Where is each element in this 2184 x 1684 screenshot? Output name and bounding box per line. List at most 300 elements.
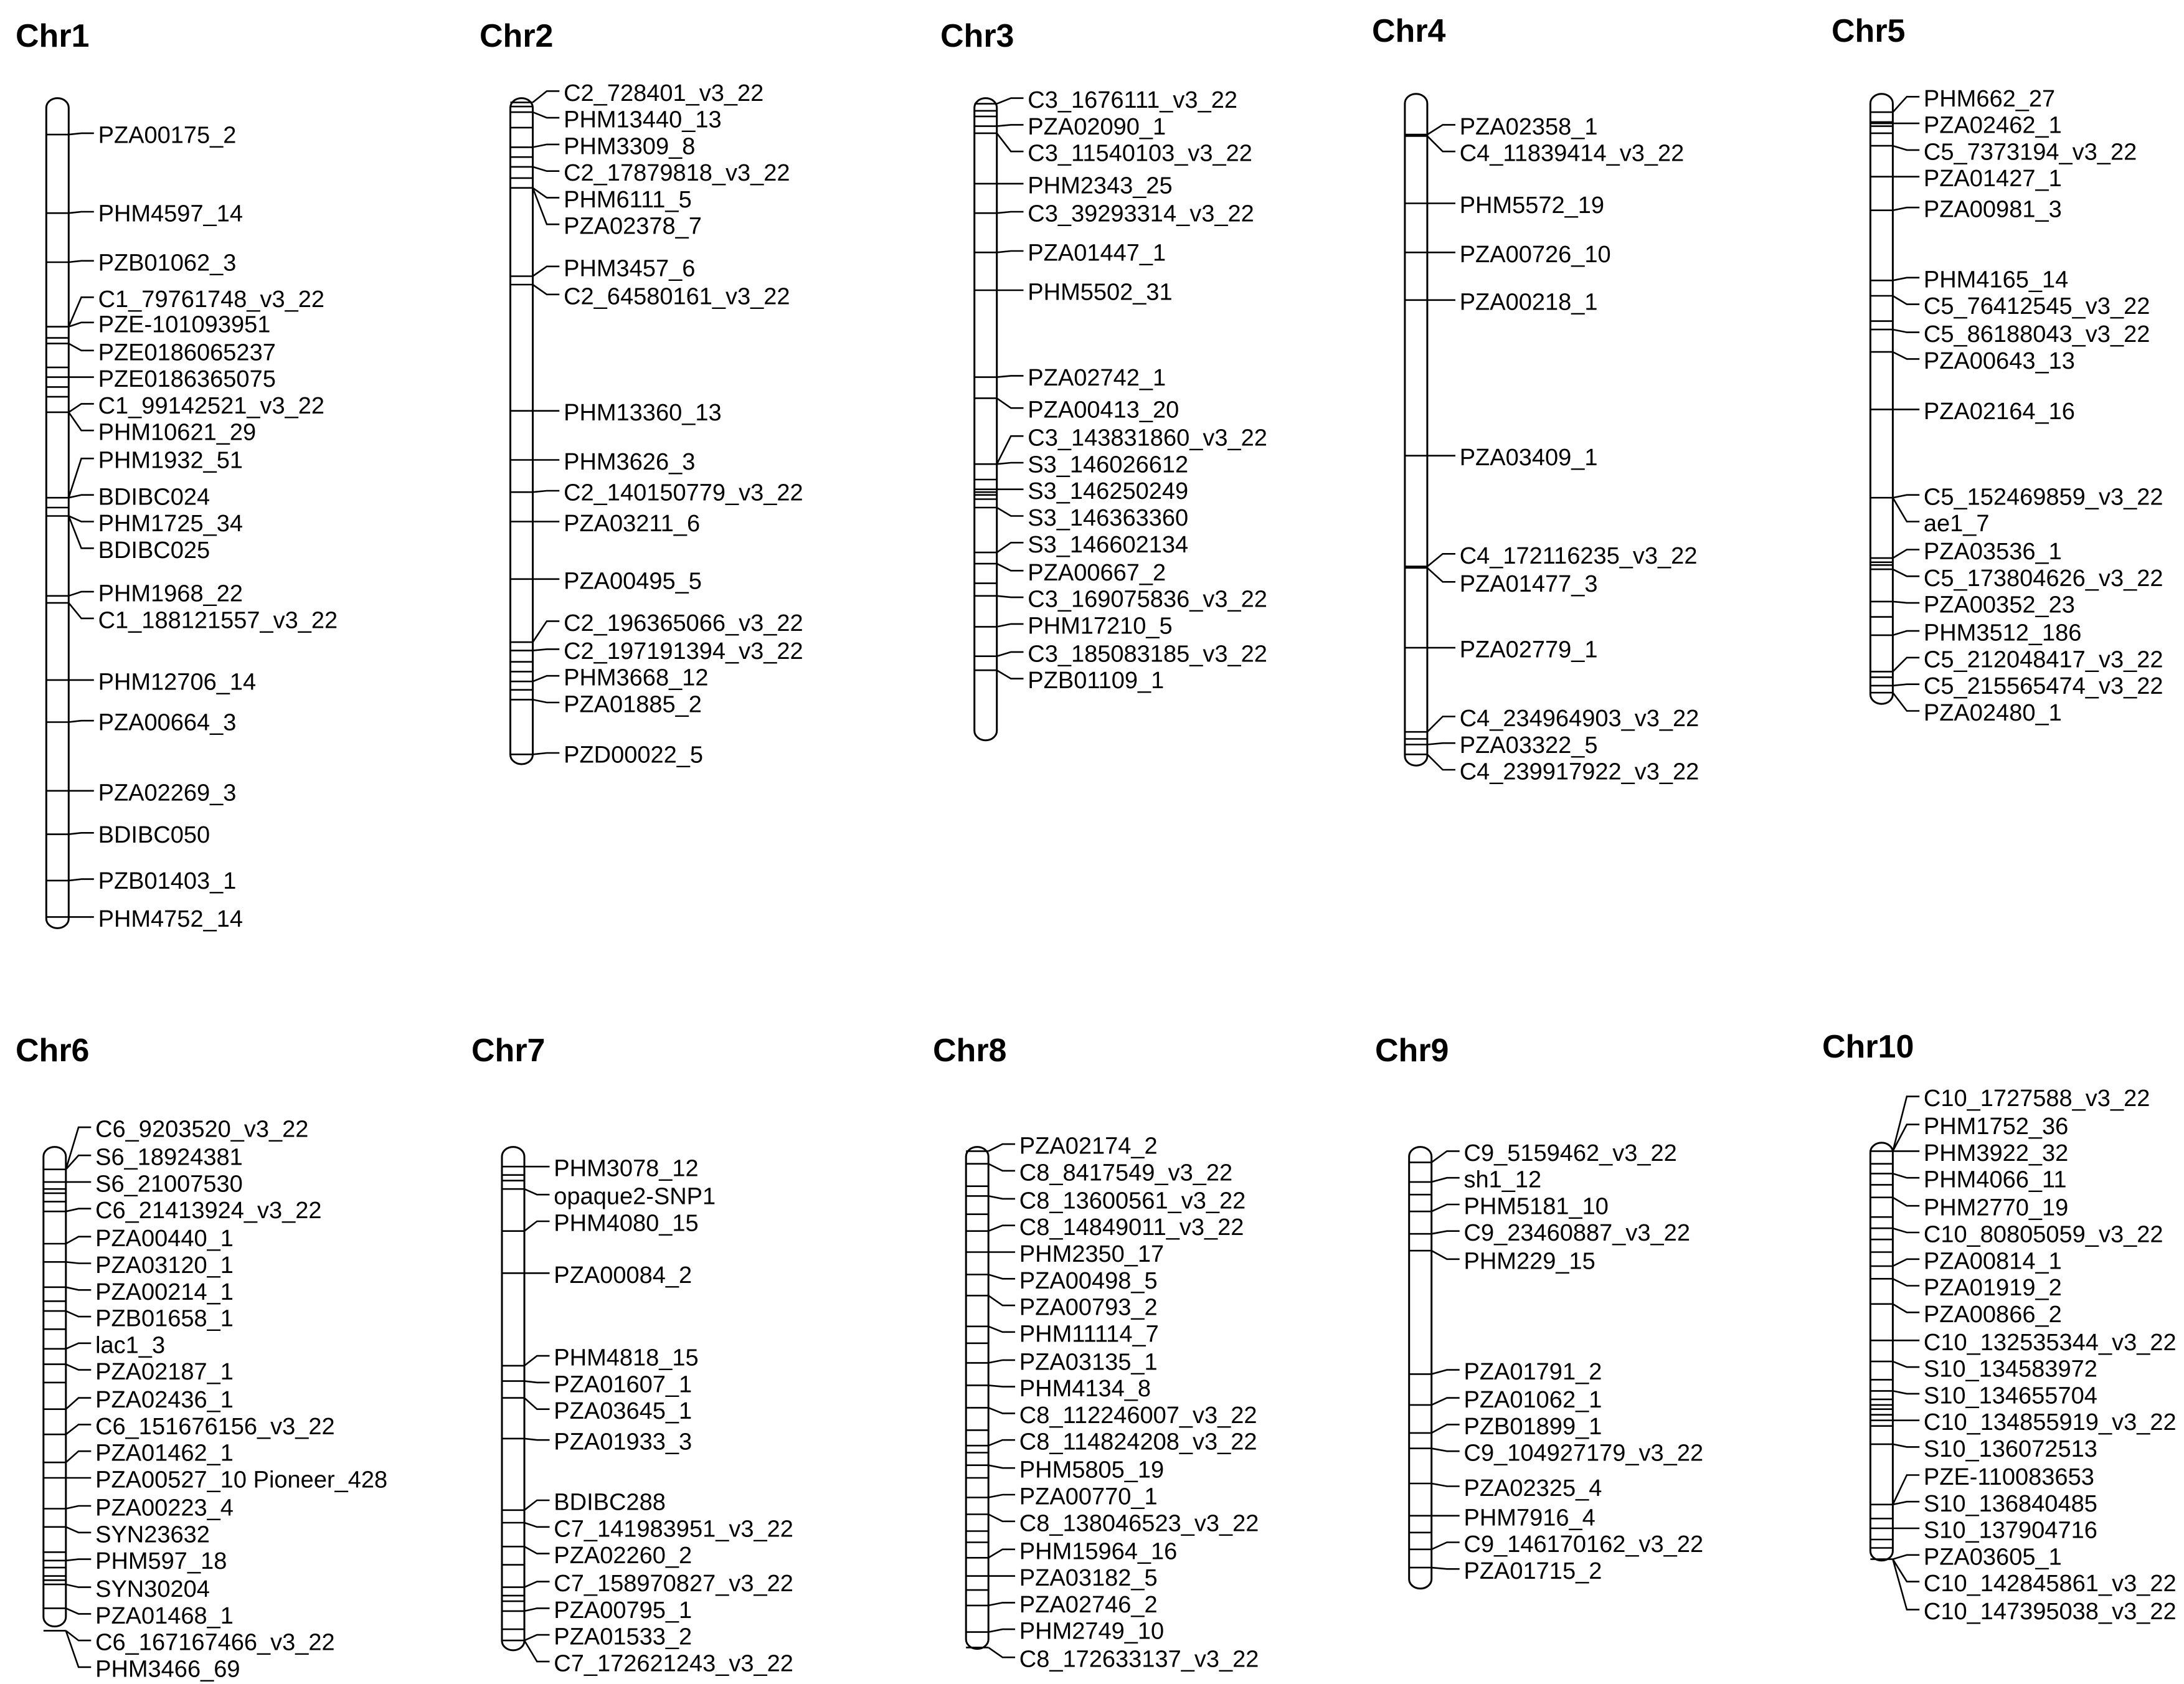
marker-leader <box>1893 693 1919 711</box>
marker-leader <box>1427 568 1455 582</box>
marker-label: S10_134655704 <box>1923 1383 2097 1409</box>
marker-label: S10_134583972 <box>1923 1356 2097 1383</box>
marker-leader <box>988 1407 1015 1413</box>
marker-label: PZA01062_1 <box>1463 1387 1602 1414</box>
marker-label: C8_112246007_v3_22 <box>1019 1402 1257 1429</box>
chromosome-title: Chr2 <box>480 18 554 54</box>
marker-leader <box>988 1495 1015 1498</box>
marker-label: PHM3466_69 <box>95 1656 240 1683</box>
marker-label: PZB01899_1 <box>1463 1413 1602 1440</box>
marker-label: PHM3668_12 <box>564 665 709 691</box>
marker-label: C2_64580161_v3_22 <box>564 283 790 310</box>
marker-label: PHM5572_19 <box>1459 192 1605 219</box>
marker-label: PHM1725_34 <box>98 511 243 537</box>
marker-label: C2_17879818_v3_22 <box>564 160 790 187</box>
marker-label: S3_146602134 <box>1028 531 1189 558</box>
marker-label: PZA00814_1 <box>1923 1248 2062 1275</box>
marker-leader <box>1893 1361 1919 1367</box>
marker-leader <box>997 125 1024 126</box>
marker-label: PZA03536_1 <box>1923 539 2062 565</box>
marker-label: PZD00022_5 <box>564 742 704 769</box>
marker-label: PHM10621_29 <box>98 419 257 446</box>
marker-label: S10_136072513 <box>1923 1436 2097 1462</box>
marker-leader <box>997 508 1024 516</box>
marker-leader <box>997 624 1024 627</box>
chromosome-bar <box>511 98 533 764</box>
marker-label: PZA01477_3 <box>1459 570 1598 597</box>
marker-leader <box>1893 1555 1919 1559</box>
chromosome-chr8 <box>933 1033 1259 1673</box>
marker-label: PZA00413_20 <box>1028 397 1179 423</box>
marker-label: C7_172621243_v3_22 <box>554 1650 793 1677</box>
marker-leader <box>988 1385 1015 1386</box>
marker-leader <box>1893 1198 1919 1206</box>
marker-leader <box>997 376 1024 377</box>
marker-label: BDIBC024 <box>98 484 210 511</box>
marker-label: PZA01462_1 <box>95 1440 234 1467</box>
marker-leader <box>1893 1173 1919 1178</box>
marker-label: C4_11839414_v3_22 <box>1459 140 1685 167</box>
marker-leader <box>69 412 94 430</box>
marker-label: PHM662_27 <box>1923 85 2056 112</box>
marker-label: C4_239917922_v3_22 <box>1459 759 1699 785</box>
marker-label: PZA00352_23 <box>1923 592 2075 618</box>
marker-leader <box>66 1262 92 1263</box>
marker-label: PZA03409_1 <box>1459 445 1598 471</box>
marker-leader <box>997 652 1024 656</box>
marker-leader <box>1893 1444 1919 1447</box>
marker-leader <box>69 458 94 498</box>
marker-label: PHM4165_14 <box>1923 267 2069 293</box>
marker-label: PZA02779_1 <box>1459 636 1598 663</box>
marker-label: PZB01403_1 <box>98 868 237 895</box>
marker-leader <box>988 1164 1015 1171</box>
marker-label: PZA00175_2 <box>98 122 237 149</box>
marker-leader <box>66 1398 92 1409</box>
marker-leader <box>988 1144 1015 1151</box>
marker-label: lac1_3 <box>95 1332 166 1359</box>
marker-leader <box>1432 1424 1460 1433</box>
chromosome-bar <box>966 1147 988 1649</box>
marker-leader <box>997 133 1024 151</box>
marker-leader <box>533 144 560 148</box>
marker-leader <box>1893 495 1919 498</box>
marker-label: PHM2350_17 <box>1019 1241 1165 1267</box>
marker-label: BDIBC025 <box>98 537 210 564</box>
marker-leader <box>997 542 1024 552</box>
marker-label: PZA00664_3 <box>98 709 237 736</box>
marker-label: PHM2749_10 <box>1019 1618 1165 1645</box>
marker-leader <box>524 1582 550 1587</box>
marker-leader <box>997 436 1024 464</box>
marker-leader <box>997 251 1024 252</box>
marker-label: SYN30204 <box>95 1576 210 1603</box>
marker-label: PZA03211_6 <box>564 511 701 537</box>
marker-leader <box>1893 684 1919 686</box>
marker-label: PHM1932_51 <box>98 447 243 474</box>
marker-leader <box>1893 97 1919 112</box>
marker-leader <box>988 1360 1015 1363</box>
marker-label: PHM2343_25 <box>1028 173 1173 199</box>
marker-leader <box>997 463 1024 464</box>
marker-leader <box>533 267 560 277</box>
marker-leader <box>69 133 94 135</box>
marker-label: S10_136840485 <box>1923 1490 2097 1517</box>
marker-label: PZA00793_2 <box>1019 1294 1158 1321</box>
chromosome-chr3 <box>940 18 1267 740</box>
marker-label: PZA02325_4 <box>1463 1475 1602 1502</box>
marker-leader <box>66 1424 92 1434</box>
marker-leader <box>1893 207 1919 210</box>
marker-label: C1_188121557_v3_22 <box>98 607 338 634</box>
marker-leader <box>69 344 94 351</box>
marker-leader <box>66 1287 92 1290</box>
marker-leader <box>988 1275 1015 1279</box>
marker-leader <box>69 516 94 522</box>
chromosome-bar <box>1870 94 1893 704</box>
marker-leader <box>1893 352 1919 359</box>
marker-label: PHM3626_3 <box>564 449 696 475</box>
marker-label: C6_151676156_v3_22 <box>95 1413 335 1440</box>
marker-label: PZA00726_10 <box>1459 241 1611 268</box>
chromosome-title: Chr5 <box>1832 13 1906 49</box>
marker-label: PHM13360_13 <box>564 400 722 427</box>
marker-label: PZA02260_2 <box>554 1543 693 1569</box>
marker-leader <box>69 212 94 213</box>
marker-leader <box>533 676 560 681</box>
marker-label: PZA02746_2 <box>1019 1591 1158 1618</box>
marker-leader <box>533 621 560 642</box>
marker-label: PHM3309_8 <box>564 133 696 160</box>
marker-leader <box>988 1465 1015 1469</box>
marker-label: S3_146250249 <box>1028 478 1189 505</box>
marker-leader <box>1427 754 1455 770</box>
marker-label: S10_137904716 <box>1923 1517 2097 1544</box>
marker-leader <box>1432 1449 1460 1452</box>
marker-label: C5_173804626_v3_22 <box>1923 565 2163 592</box>
marker-label: C5_86188043_v3_22 <box>1923 321 2150 348</box>
marker-label: PZA02187_1 <box>95 1359 234 1386</box>
marker-label: PZA01468_1 <box>95 1602 234 1629</box>
marker-label: C7_141983951_v3_22 <box>554 1516 793 1543</box>
marker-leader <box>533 491 560 492</box>
marker-leader <box>988 1440 1015 1445</box>
marker-leader <box>66 1343 92 1349</box>
marker-leader <box>988 1629 1015 1632</box>
chromosome-bar <box>46 98 69 929</box>
marker-leader <box>524 1500 550 1510</box>
marker-label: SYN23632 <box>95 1521 210 1548</box>
chromosome-bar <box>1870 1143 1893 1561</box>
marker-leader <box>66 1630 92 1667</box>
marker-leader <box>988 1602 1015 1606</box>
marker-leader <box>1893 1279 1919 1285</box>
marker-leader <box>66 1527 92 1533</box>
marker-leader <box>66 1209 92 1212</box>
marker-leader <box>1432 1151 1460 1162</box>
marker-label: PZB01109_1 <box>1028 668 1165 694</box>
marker-label: C5_212048417_v3_22 <box>1923 646 2163 673</box>
marker-label: PHM6111_5 <box>564 187 692 213</box>
marker-label: PZA03135_1 <box>1019 1349 1158 1376</box>
marker-leader <box>69 592 94 596</box>
marker-leader <box>988 1196 1015 1199</box>
marker-label: PHM7916_4 <box>1463 1505 1595 1531</box>
marker-label: PZA00667_2 <box>1028 559 1166 586</box>
marker-leader <box>69 261 94 262</box>
marker-label: PHM5181_10 <box>1463 1193 1609 1220</box>
marker-leader <box>69 721 94 722</box>
marker-label: PZA01533_2 <box>554 1624 693 1650</box>
marker-label: PHM4597_14 <box>98 201 243 227</box>
chromosome-title: Chr6 <box>16 1033 90 1069</box>
marker-leader <box>524 1439 550 1440</box>
marker-leader <box>1432 1543 1460 1549</box>
marker-label: C8_114824208_v3_22 <box>1019 1429 1257 1455</box>
marker-label: BDIBC288 <box>554 1489 666 1516</box>
marker-label: PHM2770_19 <box>1923 1194 2069 1221</box>
marker-label: PZB01658_1 <box>95 1305 234 1332</box>
marker-leader <box>997 670 1024 679</box>
marker-label: ae1_7 <box>1923 511 1990 537</box>
marker-label: C6_21413924_v3_22 <box>95 1198 322 1224</box>
marker-label: PZA00223_4 <box>95 1495 234 1521</box>
marker-label: C10_132535344_v3_22 <box>1923 1329 2177 1356</box>
marker-leader <box>1427 554 1455 566</box>
chromosome-chr6 <box>16 1033 387 1682</box>
marker-leader <box>988 1226 1015 1231</box>
marker-label: PHM4752_14 <box>98 906 243 932</box>
marker-leader <box>1893 569 1919 576</box>
marker-label: C1_79761748_v3_22 <box>98 286 325 313</box>
chromosome-chr4 <box>1372 13 1699 785</box>
marker-label: C4_172116235_v3_22 <box>1459 542 1698 569</box>
chromosome-title: Chr1 <box>16 18 90 54</box>
marker-label: C8_14849011_v3_22 <box>1019 1214 1244 1241</box>
marker-label: C8_172633137_v3_22 <box>1019 1646 1259 1673</box>
marker-label: BDIBC050 <box>98 821 210 848</box>
chromosome-title: Chr9 <box>1375 1033 1449 1069</box>
marker-label: C8_138046523_v3_22 <box>1019 1510 1259 1537</box>
marker-label: PHM3512_186 <box>1923 620 2082 646</box>
chromosome-chr9 <box>1375 1033 1703 1589</box>
chromosome-bar <box>1405 94 1427 765</box>
marker-label: opaque2-SNP1 <box>554 1183 716 1210</box>
marker-leader <box>69 323 94 327</box>
marker-leader <box>1432 1370 1460 1374</box>
marker-leader <box>1893 550 1919 559</box>
marker-leader <box>533 91 560 102</box>
marker-label: C10_134855919_v3_22 <box>1923 1409 2177 1436</box>
marker-leader <box>988 1647 1015 1657</box>
marker-leader <box>533 112 560 118</box>
marker-label: C2_196365066_v3_22 <box>564 610 803 636</box>
marker-leader <box>1893 1391 1919 1394</box>
marker-label: PHM13440_13 <box>564 106 722 133</box>
marker-leader <box>1893 602 1919 603</box>
marker-leader <box>1432 1398 1460 1405</box>
marker-label: S3_146363360 <box>1028 505 1189 531</box>
marker-label: PZA01715_2 <box>1463 1558 1602 1584</box>
marker-leader <box>66 1608 92 1614</box>
marker-leader <box>69 495 94 498</box>
marker-leader <box>66 1506 92 1509</box>
marker-leader <box>524 1381 550 1383</box>
marker-label: PZA01919_2 <box>1923 1275 2062 1301</box>
marker-label: C3_185083185_v3_22 <box>1028 641 1267 668</box>
marker-leader <box>997 212 1024 213</box>
marker-leader <box>66 1630 92 1640</box>
marker-leader <box>66 1451 92 1462</box>
marker-label: C1_99142521_v3_22 <box>98 392 325 419</box>
marker-label: PZE-101093951 <box>98 311 271 338</box>
marker-leader <box>1893 1475 1919 1505</box>
marker-label: PZA01933_3 <box>554 1429 693 1455</box>
marker-label: PZA01427_1 <box>1923 166 2062 192</box>
marker-label: PZA01885_2 <box>564 691 702 718</box>
marker-leader <box>1432 1204 1460 1211</box>
marker-label: PZA02742_1 <box>1028 364 1166 391</box>
marker-label: PZA00981_3 <box>1923 196 2062 223</box>
marker-label: PHM3922_32 <box>1923 1140 2069 1166</box>
marker-leader <box>69 833 94 834</box>
marker-leader <box>997 564 1024 570</box>
marker-label: C10_142845861_v3_22 <box>1923 1571 2177 1597</box>
marker-label: PHM17210_5 <box>1028 613 1173 640</box>
marker-label: PZA03322_5 <box>1459 732 1598 759</box>
marker-leader <box>524 1356 550 1366</box>
marker-leader <box>1893 1559 1919 1582</box>
marker-leader <box>997 98 1024 104</box>
marker-leader <box>1427 136 1455 151</box>
marker-leader <box>533 753 560 754</box>
marker-leader <box>1893 1259 1919 1266</box>
marker-leader <box>533 167 560 171</box>
marker-label: C7_158970827_v3_22 <box>554 1571 793 1597</box>
marker-label: S6_18924381 <box>95 1144 243 1171</box>
marker-label: C5_152469859_v3_22 <box>1923 484 2163 511</box>
marker-label: C2_140150779_v3_22 <box>564 480 803 506</box>
marker-label: C8_8417549_v3_22 <box>1019 1160 1233 1186</box>
chromosome-chr1 <box>16 18 338 932</box>
marker-leader <box>1893 498 1919 521</box>
marker-label: PHM1752_36 <box>1923 1114 2069 1140</box>
marker-label: PZA00495_5 <box>564 568 702 595</box>
chromosome-bar <box>44 1147 66 1627</box>
marker-label: PHM3078_12 <box>554 1155 699 1182</box>
marker-leader <box>524 1523 550 1527</box>
marker-label: PZA00440_1 <box>95 1226 234 1252</box>
marker-label: C2_728401_v3_22 <box>564 80 764 106</box>
marker-leader <box>1432 1568 1460 1569</box>
marker-label: PZA02269_3 <box>98 780 237 807</box>
marker-label: C10_80805059_v3_22 <box>1923 1221 2163 1248</box>
marker-leader <box>1893 278 1919 281</box>
marker-leader <box>1893 1502 1919 1505</box>
chromosome-title: Chr7 <box>471 1033 546 1069</box>
marker-label: PZA01447_1 <box>1028 240 1166 267</box>
marker-label: PHM4066_11 <box>1923 1166 2067 1193</box>
chromosome-chr5 <box>1832 13 2163 726</box>
marker-label: PZA00527_10 Pioneer_428 <box>95 1467 388 1493</box>
marker-label: C5_7373194_v3_22 <box>1923 139 2137 166</box>
marker-leader <box>997 398 1024 408</box>
marker-leader <box>524 1608 550 1611</box>
marker-leader <box>524 1546 550 1553</box>
marker-label: PZA02090_1 <box>1028 113 1166 140</box>
marker-label: C3_39293314_v3_22 <box>1028 201 1254 227</box>
marker-label: C3_1676111_v3_22 <box>1028 87 1237 114</box>
marker-label: PHM12706_14 <box>98 669 257 696</box>
marker-label: PZA02462_1 <box>1923 112 2062 139</box>
chromosome-chr7 <box>471 1033 793 1677</box>
marker-leader <box>1432 1251 1460 1259</box>
marker-label: PZA00218_1 <box>1459 289 1598 316</box>
marker-leader <box>533 649 560 650</box>
marker-label: PHM4080_15 <box>554 1210 699 1237</box>
marker-leader <box>988 1327 1015 1332</box>
marker-leader <box>1432 1178 1460 1182</box>
marker-leader <box>1893 296 1919 305</box>
marker-label: C3_143831860_v3_22 <box>1028 425 1267 452</box>
marker-label: PZA00643_13 <box>1923 348 2075 374</box>
marker-leader <box>1893 1228 1919 1232</box>
marker-label: C5_76412545_v3_22 <box>1923 293 2150 320</box>
marker-label: PZE0186365075 <box>98 366 276 393</box>
marker-leader <box>69 603 94 618</box>
marker-leader <box>66 1365 92 1370</box>
marker-label: C5_215565474_v3_22 <box>1923 673 2163 700</box>
marker-leader <box>69 879 94 881</box>
marker-label: PZA02480_1 <box>1923 700 2062 726</box>
marker-leader <box>1427 717 1455 732</box>
marker-leader <box>66 1559 92 1561</box>
marker-label: C4_234964903_v3_22 <box>1459 706 1699 732</box>
chromosome-bar <box>1409 1147 1432 1589</box>
marker-label: C9_146170162_v3_22 <box>1463 1531 1704 1558</box>
marker-leader <box>1432 1483 1460 1487</box>
chromosome-title: Chr10 <box>1822 1029 1914 1065</box>
marker-leader <box>66 1584 92 1587</box>
marker-leader <box>533 699 560 702</box>
marker-leader <box>1893 1304 1919 1313</box>
marker-label: S3_146026612 <box>1028 452 1189 478</box>
marker-leader <box>524 1640 550 1662</box>
marker-leader <box>1432 1231 1460 1234</box>
chromosome-bar <box>975 98 997 740</box>
marker-label: PZA01607_1 <box>554 1371 693 1398</box>
marker-label: PHM229_15 <box>1463 1248 1595 1275</box>
marker-leader <box>66 1311 92 1317</box>
marker-label: sh1_12 <box>1463 1166 1542 1193</box>
marker-label: PZA01791_2 <box>1463 1359 1602 1386</box>
chromosome-chr2 <box>480 18 803 769</box>
chromosome-chr10 <box>1822 1029 2177 1625</box>
marker-label: C6_167167466_v3_22 <box>95 1629 335 1656</box>
marker-label: PZA02164_16 <box>1923 398 2075 425</box>
marker-label: PZE0186065237 <box>98 339 276 366</box>
marker-label: PZE-110083653 <box>1923 1464 2094 1490</box>
marker-label: PHM5805_19 <box>1019 1457 1165 1483</box>
marker-leader <box>524 1221 550 1231</box>
marker-leader <box>69 404 94 412</box>
marker-label: PZA00866_2 <box>1923 1301 2062 1328</box>
marker-label: PZA03120_1 <box>95 1252 234 1279</box>
marker-leader <box>524 1635 550 1640</box>
marker-label: PZA03645_1 <box>554 1398 693 1425</box>
marker-leader <box>1427 125 1455 135</box>
marker-label: PHM5502_31 <box>1028 279 1173 306</box>
